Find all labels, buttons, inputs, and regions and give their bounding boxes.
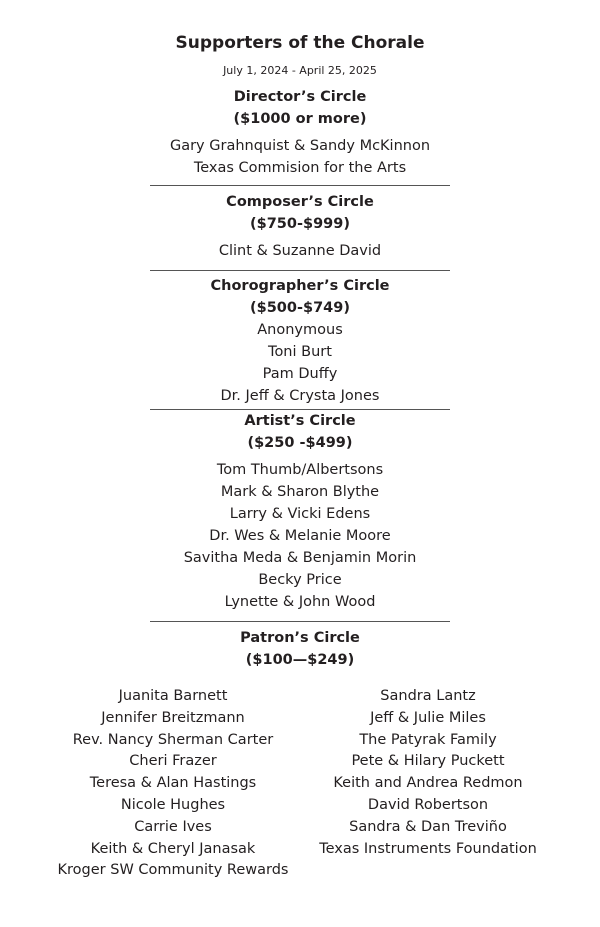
- donor-name: Anonymous: [257, 322, 343, 338]
- patrons-circle-heading: [0, 627, 600, 671]
- patrons-circle-title: Patron’s Circle: [240, 630, 360, 646]
- section-divider: [150, 621, 450, 622]
- patrons-circle-range: ($100—$249): [245, 652, 355, 668]
- donor-name: Tom Thumb/Albertsons: [216, 462, 384, 478]
- donor-name: Mark & Sharon Blythe: [220, 484, 380, 500]
- section-divider: [150, 270, 450, 271]
- donor-name: Nicole Hughes: [120, 796, 226, 813]
- donor-name: Juanita Barnett: [118, 688, 228, 704]
- donor-name: Keith and Andrea Redmon: [333, 775, 523, 792]
- donor-name: Sandra Lantz: [380, 688, 476, 704]
- composers-circle-title: Composer’s Circle: [226, 194, 374, 210]
- donor-name: Gary Grahnquist & Sandy McKinnon: [169, 138, 431, 154]
- donor-name: Dr. Wes & Melanie Moore: [209, 528, 391, 544]
- donor-name: Lynette & John Wood: [224, 594, 376, 610]
- choreographers-circle-range: ($500-$749): [250, 300, 350, 316]
- choreographers-circle-title: Chorographer’s Circle: [210, 278, 390, 294]
- donor-name: Rev. Nancy Sherman Carter: [72, 731, 274, 748]
- donor-name: Dr. Jeff & Crysta Jones: [220, 388, 380, 404]
- donor-name: Clint & Suzanne David: [218, 243, 382, 259]
- donor-name: David Robertson: [367, 796, 489, 813]
- donor-name: Pam Duffy: [262, 366, 338, 382]
- artists-circle-heading: [0, 410, 600, 454]
- donor-name: Jennifer Breitzmann: [101, 709, 245, 726]
- donor-name: Cheri Frazer: [129, 753, 217, 770]
- donor-name: Teresa & Alan Hastings: [89, 775, 257, 792]
- directors-circle-title: Director’s Circle: [233, 89, 367, 105]
- choreographers-circle-donors: [0, 319, 600, 407]
- donor-name: Pete & Hilary Puckett: [351, 753, 505, 770]
- donor-name: Sandra & Dan Treviño: [349, 818, 507, 835]
- donor-name: Texas Instruments Foundation: [319, 840, 537, 857]
- artists-circle-donors: [0, 459, 600, 613]
- donor-name: Kroger SW Community Rewards: [57, 862, 289, 879]
- composers-circle-donors: [0, 240, 600, 262]
- donor-name: Toni Burt: [268, 344, 332, 360]
- donor-name: Becky Price: [258, 572, 342, 588]
- patrons-left-column: [35, 686, 311, 882]
- artists-circle-title: Artist’s Circle: [244, 413, 356, 429]
- composers-circle-heading: [0, 191, 600, 235]
- directors-circle-heading: [0, 86, 600, 130]
- donor-name: Savitha Meda & Benjamin Morin: [183, 550, 417, 566]
- donor-name: Jeff & Julie Miles: [370, 709, 486, 726]
- section-divider: [150, 185, 450, 186]
- donor-name: The Patyrak Family: [359, 731, 497, 748]
- donor-name: Carrie Ives: [134, 818, 212, 835]
- page-title: Supporters of the Chorale: [175, 33, 425, 53]
- date-range: July 1, 2024 - April 25, 2025: [223, 64, 377, 77]
- patrons-right-column: [308, 686, 548, 860]
- composers-circle-range: ($750-$999): [250, 216, 350, 232]
- donor-name: Texas Commision for the Arts: [193, 160, 407, 176]
- directors-circle-range: ($1000 or more): [233, 111, 367, 127]
- donor-name: Larry & Vicki Edens: [229, 506, 371, 522]
- directors-circle-donors: [0, 135, 600, 179]
- artists-circle-range: ($250 -$499): [247, 435, 353, 451]
- choreographers-circle-heading: [0, 275, 600, 319]
- donor-name: Keith & Cheryl Janasak: [90, 840, 256, 857]
